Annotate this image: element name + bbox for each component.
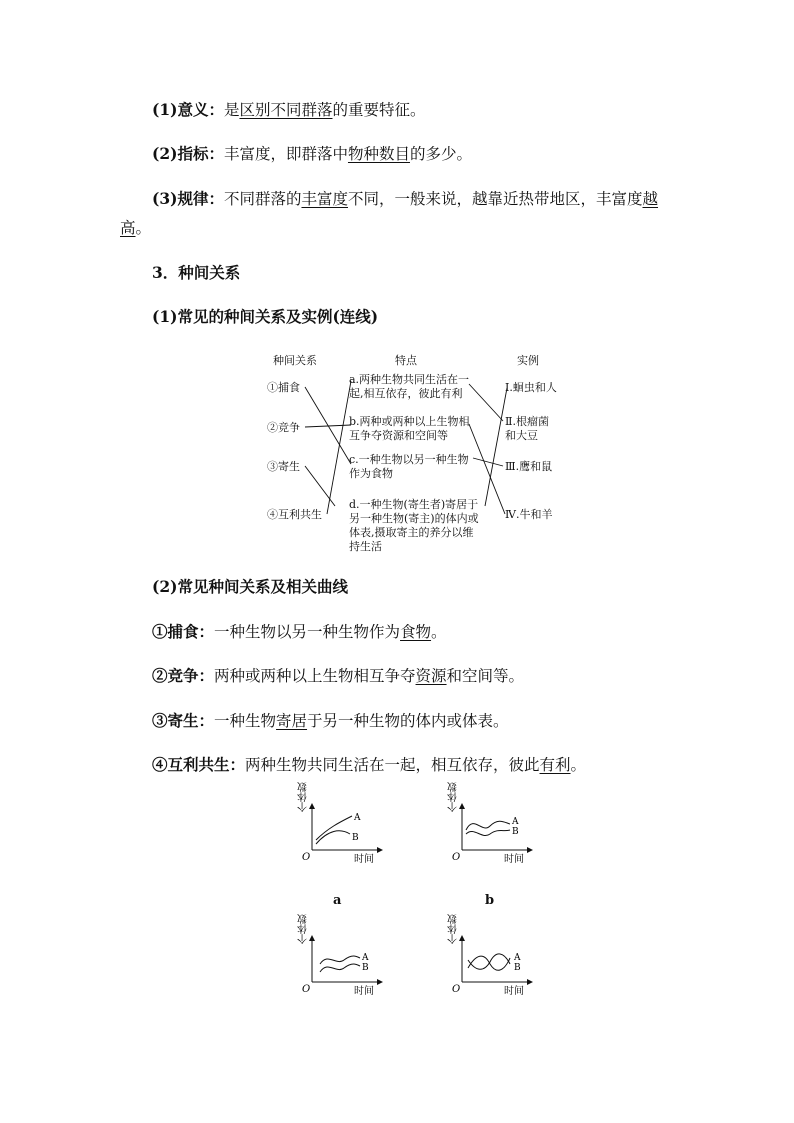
feature-c-line1: c.一种生物以另一种生物 <box>349 453 469 466</box>
x-label: 时间 <box>504 986 524 997</box>
paragraph-index: (2)指标：丰富度，即群落中物种数目的多少。 <box>152 144 472 163</box>
series-a-label: A <box>362 953 369 963</box>
matching-diagram <box>255 346 575 556</box>
item-mutualism: ④互利共生：两种生物共同生活在一起，相互依存，彼此有利。 <box>152 755 587 774</box>
paragraph-rule: (3)规律：不同群落的丰富度不同，一般来说，越靠近热带地区，丰富度越 <box>152 189 659 208</box>
origin-label: O <box>452 852 461 863</box>
feature-d-line4: 持生活 <box>349 540 382 553</box>
paragraph-rule-continued: 高。 <box>120 219 152 237</box>
example-1: Ⅰ.蛔虫和人 <box>505 381 557 394</box>
series-b-label: B <box>362 963 369 973</box>
series-a-label: A <box>512 817 519 827</box>
caption-a: a <box>333 893 342 908</box>
series-b-label: B <box>352 833 359 843</box>
y-label: 个体数 <box>448 914 460 944</box>
graph-c <box>290 914 390 1000</box>
item-parasitism: ③寄生：一种生物寄居于另一种生物的体内或体表。 <box>152 711 509 730</box>
series-a-label: A <box>354 813 361 823</box>
section-heading: 3．种间关系 <box>152 263 241 282</box>
relation-mutualism: ④互利共生 <box>267 508 322 521</box>
series-b-label: B <box>512 827 519 837</box>
y-label: 个体数 <box>448 782 460 812</box>
y-label: 个体数 <box>298 914 310 944</box>
header-relation: 种间关系 <box>273 354 317 367</box>
feature-c-line2: 作为食物 <box>349 467 393 480</box>
connector-d-1 <box>485 388 507 506</box>
connector-a-2 <box>469 384 503 421</box>
graph-b <box>440 782 540 868</box>
caption-b: b <box>485 893 495 908</box>
example-2-line2: 和大豆 <box>505 429 538 442</box>
relation-competition: ②竞争 <box>267 421 300 434</box>
feature-b-line1: b.两种或两种以上生物相 <box>349 415 470 428</box>
item-competition: ②竞争：两种或两种以上生物相互争夺资源和空间等。 <box>152 666 525 685</box>
curve-b <box>316 831 350 844</box>
origin-label: O <box>302 852 311 863</box>
example-4: Ⅳ.牛和羊 <box>505 508 553 521</box>
feature-d-line2: 另一种生物(寄主)的体内或 <box>349 512 479 525</box>
curve-a <box>466 821 510 830</box>
curve-a <box>316 816 352 840</box>
relation-parasitism: ③寄生 <box>267 460 300 473</box>
x-label: 时间 <box>504 854 524 865</box>
paragraph-meaning: (1)意义：是区别不同群落的重要特征。 <box>152 100 426 119</box>
feature-b-line2: 互争夺资源和空间等 <box>349 429 448 442</box>
curve-a <box>320 956 360 964</box>
curve-b <box>320 964 360 972</box>
connector-mutualism-a <box>327 381 351 514</box>
subheading-curves: (2)常见种间关系及相关曲线 <box>152 577 348 596</box>
y-label: 个体数 <box>298 782 310 812</box>
example-2-line1: Ⅱ.根瘤菌 <box>505 415 549 428</box>
series-b-label: B <box>514 963 521 973</box>
example-3: Ⅲ.鹰和鼠 <box>505 460 553 473</box>
item-predation: ①捕食：一种生物以另一种生物作为食物。 <box>152 622 447 641</box>
curve-b <box>466 830 510 836</box>
feature-a-line1: a.两种生物共同生活在一 <box>349 373 470 386</box>
header-example: 实例 <box>517 354 539 367</box>
graph-d <box>440 914 540 1000</box>
connector-parasitism-d <box>305 466 335 506</box>
x-label: 时间 <box>354 854 374 865</box>
origin-label: O <box>452 984 461 995</box>
feature-a-line2: 起,相互依存，彼此有利 <box>349 387 463 400</box>
connector-c-3 <box>473 458 503 466</box>
relation-predation: ①捕食 <box>267 381 300 394</box>
feature-d-line3: 体表,摄取寄主的养分以维 <box>349 526 474 539</box>
header-feature: 特点 <box>395 354 417 367</box>
origin-label: O <box>302 984 311 995</box>
series-a-label: A <box>514 953 521 963</box>
feature-d-line1: d.一种生物(寄生者)寄居于 <box>349 498 479 511</box>
subheading-matching: (1)常见的种间关系及实例(连线) <box>152 307 379 326</box>
x-label: 时间 <box>354 986 374 997</box>
graph-a <box>290 782 390 868</box>
